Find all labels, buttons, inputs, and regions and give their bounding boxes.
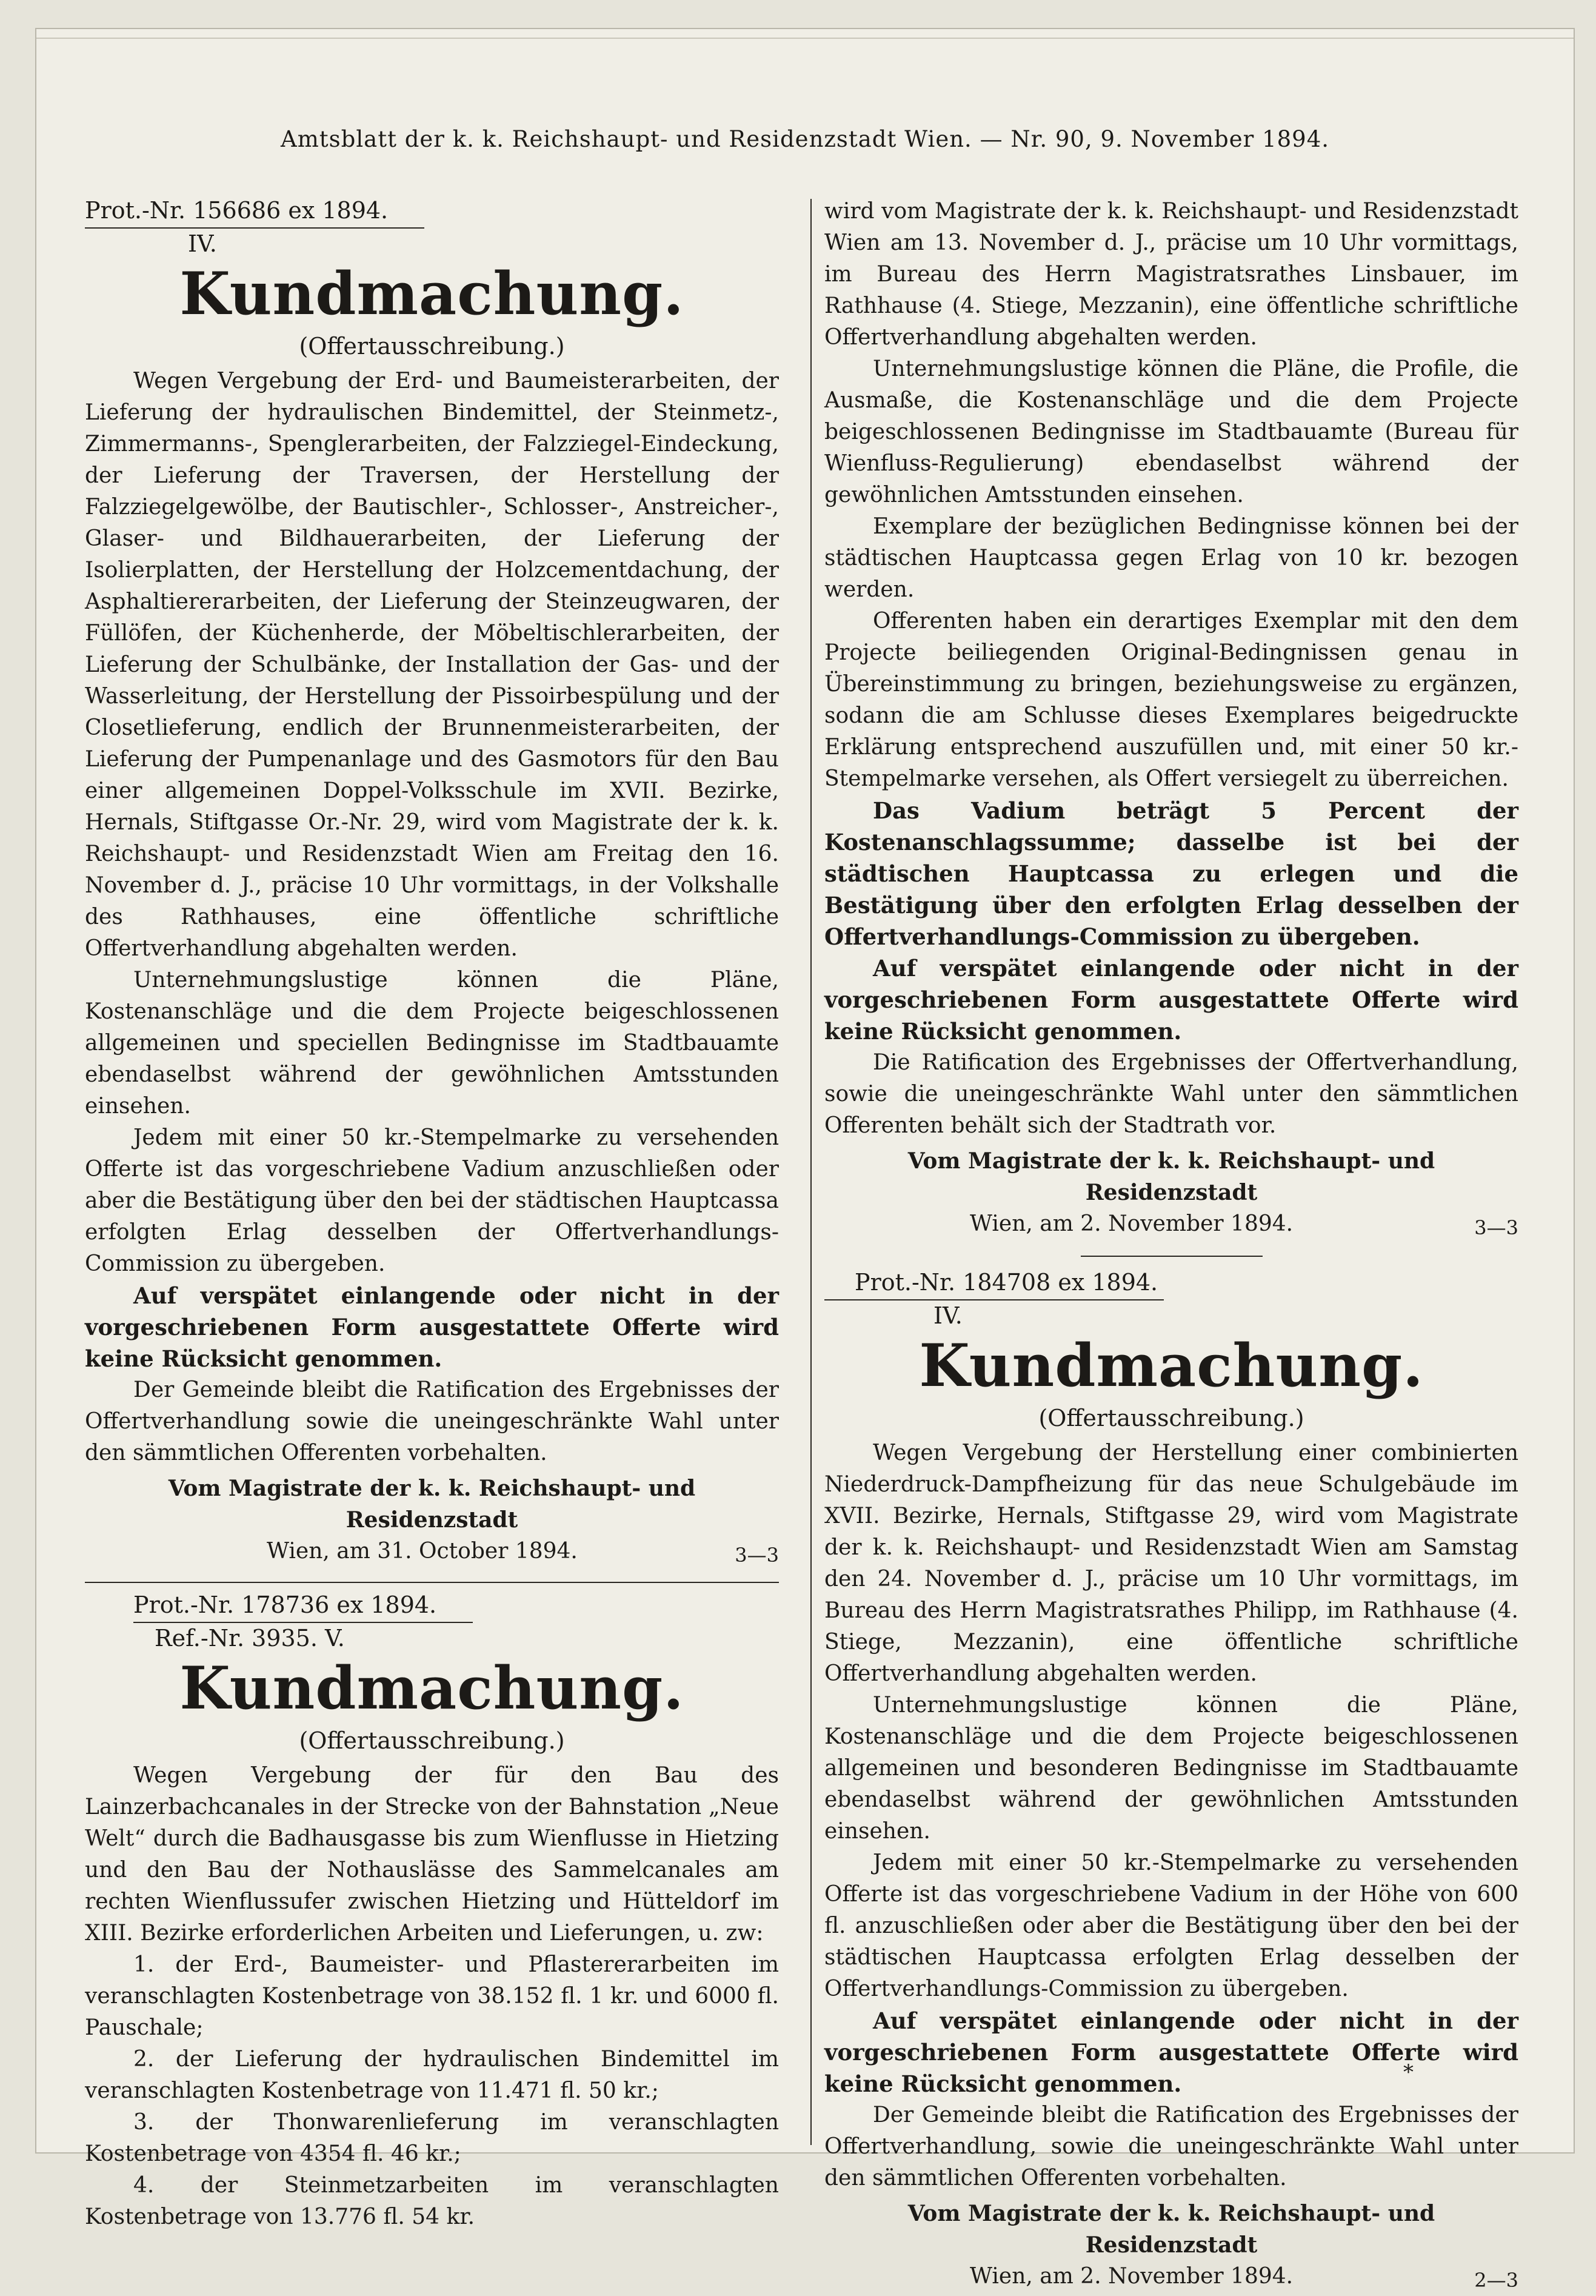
notice-1 (85, 196, 779, 1570)
place-date: Wien, am 31. October 1894. (267, 1539, 578, 1564)
notice-title: Kundmachung. (179, 1654, 684, 1722)
paragraph: Wegen Vergebung der Erd- und Baumeisterarbeiten, der Lieferung der hydraulischen Bindemittel, der Steinmetz-, Zimmermanns-, Spenglerarbeiten, der Falzziegel-Eindeckung, der Lieferung der Traversen, der Herstellung der Falzziegelgewölbe, der Bautischler-, Schlosser-, Anstreicher-, Glaser- und Bildhauerarbeiten, der Lieferung der Isolierplatten, der Herstellung der Holzcementdachung, der Asphaltiererarbeiten, der Lieferung der Steinzeugwaren, der Füllöfen, der Küchenherde, der Möbeltischlerarbeiten, der Lieferung der Schulbänke, der Installation der Gas- und der Wasserleitung, der Herstellung der Pissoirbespülung und der Closetlieferung, endlich der Brunnenmeisterarbeiten, der Lieferung der Pumpenanlage und des Gasmotors für den Bau einer allgemeinen Doppel-Volksschule im XVII. Bezirke, Hernals, Stiftgasse Or.-Nr. 29, wird vom Magistrate der k. k. Reichshaupt- und Residenzstadt Wien am Freitag den 16. November d. J., präcise 10 Uhr vormittags, in der Volkshalle des Rathhauses, eine öffentliche schriftliche Offertverhandlung abgehalten werden. (85, 369, 779, 961)
notice-subtitle: (Offertausschreibung.) (299, 1727, 565, 1754)
paragraph-bold: Das Vadium beträgt 5 Percent der Kostenanschlagssumme; dasselbe ist bei der städtischen Hauptcassa zu erlegen und die Bestätigung über den erfolgten Erlag desselben der Offertverhandlungs-Commission zu übergeben. (824, 797, 1518, 950)
paragraph: Jedem mit einer 50 kr.-Stempelmarke zu versehenden Offerte ist das vorgeschriebene Vadium anzuschließen oder aber die Bestätigung über den bei der städtischen Hauptcassa erfolgten Erlag desselben der Offertverhandlungs-Commission zu übergeben. (85, 1125, 779, 1276)
prot-rule (85, 227, 424, 229)
paragraph: Offerenten haben ein derartiges Exemplar mit den dem Projecte beiliegenden Original-Bedingnissen genau in Übereinstimmung zu bringen, beziehungsweise zu ergänzen, sodann die am Schlusse dieses Exemplares beigedruckte Erklärung entsprechend auszufüllen und, mit einer 50 kr.-Stempelmarke versehen, als Offert versiegelt zu überreichen. (824, 609, 1518, 791)
prot-number: Prot.-Nr. 184708 ex 1894. (855, 1269, 1158, 1296)
paragraph: Der Gemeinde bleibt die Ratification des Ergebnisses der Offertverhandlung, sowie die uneingeschränkte Wahl unter den sämmtlichen Offerenten vorbehalten. (824, 2103, 1518, 2191)
paragraph: Unternehmungslustige können die Pläne, die Profile, die Ausmaße, die Kostenanschläge und die dem Projecte beigeschlossenen Bedingnisse im Stadtbauamte (Bureau für Wienfluss-Regulierung) ebendaselbst während der gewöhnlichen Amtsstunden einsehen. (824, 356, 1518, 507)
prot-number: Prot.-Nr. 156686 ex 1894. (85, 197, 389, 224)
place-date-row (824, 1208, 1518, 1242)
sequence-number: 3—3 (735, 1544, 779, 1567)
paragraph: Die Ratification des Ergebnisses der Offertverhandlung, sowie die uneingeschränkte Wahl unter den sämmtlichen Offerenten behält sich der Stadtrath vor. (824, 1050, 1518, 1138)
right-column (824, 196, 1518, 2295)
paragraph: Unternehmungslustige können die Pläne, Kostenanschläge und die dem Projecte beigeschlossenen allgemeinen und besonderen Bedingnisse im Stadtbauamte ebendaselbst während der gewöhnlichen Amtsstunden einsehen. (824, 1693, 1518, 1844)
paragraph-bold: Auf verspätet einlangende oder nicht in der vorgeschriebenen Form ausgestattete Offerte wird keine Rücksicht genommen. (824, 2007, 1518, 2097)
newspaper-page (35, 28, 1575, 2292)
notice-2 (85, 1590, 779, 2233)
signature-line: Vom Magistrate der k. k. Reichshaupt- und Residenzstadt (907, 1148, 1435, 1205)
section-number: IV. (933, 1302, 963, 1329)
notice-subtitle: (Offertausschreibung.) (1038, 1405, 1304, 1431)
paragraph-bold: Auf verspätet einlangende oder nicht in der vorgeschriebenen Form ausgestattete Offerte wird keine Rücksicht genommen. (824, 955, 1518, 1045)
list-item: 2. der Lieferung der hydraulischen Bindemittel im veranschlagten Kostenbetrage von 11.471 fl. 50 kr.; (85, 2047, 779, 2103)
paragraph: Exemplare der bezüglichen Bedingnisse können bei der städtischen Hauptcassa gegen Erlag von 10 kr. bezogen werden. (824, 514, 1518, 602)
sequence-number: 2—3 (1474, 2269, 1518, 2292)
notice-3 (824, 1268, 1518, 2295)
paragraph: Jedem mit einer 50 kr.-Stempelmarke zu versehenden Offerte ist das vorgeschriebene Vadium in der Höhe von 600 fl. anzuschließen oder aber die Bestätigung über den bei der städtischen Hauptcassa erfolgten Erlag desselben der Offertverhandlungs-Commission zu übergeben. (824, 1850, 1518, 2001)
place-date-row (85, 1536, 779, 1570)
signature-line: Vom Magistrate der k. k. Reichshaupt- und Residenzstadt (168, 1476, 696, 1533)
notice-title: Kundmachung. (179, 259, 684, 328)
left-column (85, 196, 779, 2233)
paragraph-bold: Auf verspätet einlangende oder nicht in der vorgeschriebenen Form ausgestattete Offerte wird keine Rücksicht genommen. (85, 1282, 779, 1372)
notice-title: Kundmachung. (919, 1331, 1424, 1400)
footer-mark: * (1403, 2060, 1414, 2084)
place-date-row (824, 2261, 1518, 2295)
signature-line: Vom Magistrate der k. k. Reichshaupt- und Residenzstadt (907, 2201, 1435, 2258)
prot-number: Prot.-Nr. 178736 ex 1894. (133, 1591, 437, 1618)
paragraph: Wegen Vergebung der für den Bau des Lainzerbachcanales in der Strecke von der Bahnstation „Neue Welt“ durch die Badhausgasse bis zum Wienflusse in Hietzing und den Bau der Nothauslässe des Sammelcanales am rechten Wienflussufer zwischen Hietzing und Hütteldorf im XIII. Bezirke erforderlichen Arbeiten und Lieferungen, u. zw: (85, 1763, 779, 1946)
prot-rule (824, 1299, 1164, 1300)
list-item: 4. der Steinmetzarbeiten im veranschlagten Kostenbetrage von 13.776 fl. 54 kr. (85, 2173, 779, 2229)
sequence-number: 3—3 (1474, 1216, 1518, 1239)
top-rule (36, 38, 1574, 39)
prot-rule (133, 1622, 473, 1623)
place-date: Wien, am 2. November 1894. (970, 1211, 1294, 1236)
notice-subtitle: (Offertausschreibung.) (299, 333, 565, 360)
notice-continuation (824, 196, 1518, 1242)
paragraph: Unternehmungslustige können die Pläne, Kostenanschläge und die dem Projecte beigeschlossenen allgemeinen und speciellen Bedingnisse im Stadtbauamte ebendaselbst während der gewöhnlichen Amtsstunden einsehen. (85, 968, 779, 1119)
separator-rule (1081, 1256, 1263, 1257)
separator-rule (85, 1582, 779, 1583)
ref-number: Ref.-Nr. 3935. V. (155, 1625, 345, 1652)
paragraph: wird vom Magistrate der k. k. Reichshaupt- und Residenzstadt Wien am 13. November d. J., präcise um 10 Uhr vormittags, im Bureau des Herrn Magistratsrathes Linsbauer, im Rathhause (4. Stiege, Mezzanin), eine öffentliche schriftliche Offertverhandlung abgehalten werden. (824, 199, 1518, 350)
paragraph: Der Gemeinde bleibt die Ratification des Ergebnisses der Offertverhandlung sowie die uneingeschränkte Wahl unter den sämmtlichen Offerenten vorbehalten. (85, 1377, 779, 1465)
page-header: Amtsblatt der k. k. Reichshaupt- und Residenzstadt Wien. — Nr. 90, 9. November 1894. (280, 126, 1330, 152)
list-item: 3. der Thonwarenlieferung im veranschlagten Kostenbetrage von 4354 fl. 46 kr.; (85, 2110, 779, 2166)
paragraph: Wegen Vergebung der Herstellung einer combinierten Niederdruck-Dampfheizung für das neue Schulgebäude im XVII. Bezirke, Hernals, Stiftgasse 29, wird vom Magistrate der k. k. Reichshaupt- und Residenzstadt Wien am Samstag den 24. November d. J., präcise um 10 Uhr vormittags, im Bureau des Herrn Magistratsrathes Philipp, im Rathhause (4. Stiege, Mezzanin), eine öffentliche schriftliche Offertverhandlung abgehalten werden. (824, 1441, 1518, 1686)
list-item: 1. der Erd-, Baumeister- und Pflastererarbeiten im veranschlagten Kostenbetrage von 38.152 fl. 1 kr. und 6000 fl. Pauschale; (85, 1952, 779, 2040)
place-date: Wien, am 2. November 1894. (970, 2264, 1294, 2289)
section-number: IV. (188, 230, 217, 257)
column-divider (810, 199, 812, 2145)
